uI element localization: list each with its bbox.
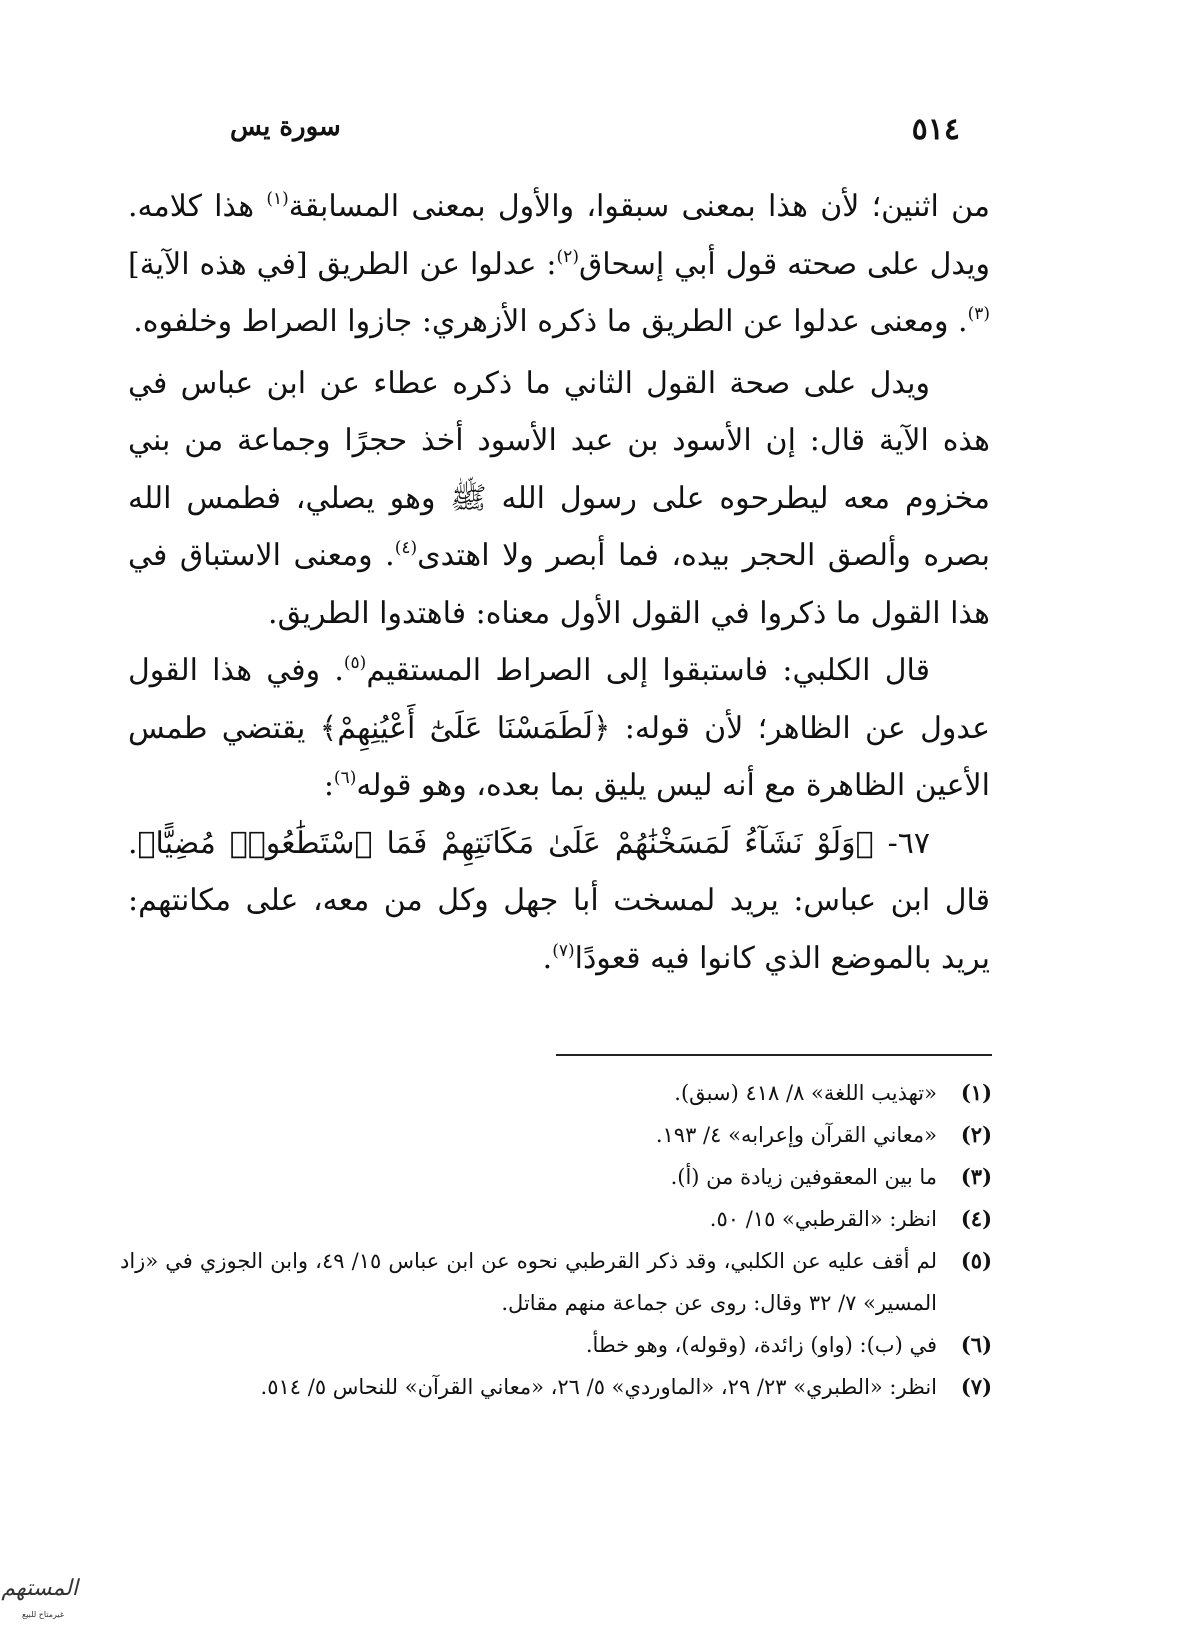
- verse-number: ٦٧-: [873, 825, 930, 861]
- footnotes: [120, 1072, 992, 1408]
- surah-title: سورة يس: [230, 112, 341, 142]
- page-number: ٥١٤: [911, 112, 960, 147]
- footnote-ref-4: (٤): [394, 538, 418, 558]
- footnote: (١) «تهذيب اللغة» ٨/ ٤١٨ (سبق).: [674, 1080, 992, 1105]
- footnote: (٣) ما بين المعقوفين زيادة من (أ).: [670, 1164, 992, 1189]
- paragraph-2: ويدل على صحة القول الثاني ما ذكره عطاء عن ابن عباس في هذه الآية قال: إن الأسود بن عبد الأسود أخذ حجرًا وجماعة من بني مخزوم معه ليطرحوه على رسول الله ﷺ وهو يصلي، فطمس الله بصره وألصق الحجر بيده، فما أبصر ولا اهتدى$^{(٤)}$. ومعنى الاستباق في هذا القول ما ذكروا في القول الأول معناه: فاهتدوا الطريق.: [128, 365, 991, 631]
- paragraph-4: ٦٧- ﴿وَلَوْ نَشَآءُ لَمَسَخْنَٰهُمْ عَلَىٰ مَكَانَتِهِمْ فَمَا ٱسْتَطَٰعُوا۟ مُضِيًّا﴾. قال ابن عباس: يريد لمسخت أبا جهل وكل من معه، على مكانتهم: يريد بالموضع الذي كانوا فيه قعودًا$^{(٧)}$.: [128, 825, 990, 976]
- main-text: [128, 178, 990, 987]
- footnote: (٥) لم أقف عليه عن الكلبي، وقد ذكر القرطبي نحوه عن ابن عباس ١٥/ ٤٩، وابن الجوزي في «زاد المسير» ٧/ ٣٢ وقال: روى عن جماعة منهم مقاتل.: [120, 1248, 992, 1315]
- footnote-ref-5: (٥): [343, 653, 367, 673]
- footnote-ref-7: (٧): [552, 940, 575, 961]
- footnote: (٢) «معاني القرآن وإعرابه» ٤/ ١٩٣.: [655, 1122, 992, 1147]
- footnote-ref-6: (٦): [333, 768, 357, 788]
- paragraph-1: من اثنين؛ لأن هذا بمعنى سبقوا، والأول بمعنى المسابقة$^{(١)}$ هذا كلامه. ويدل على صحته قول أبي إسحاق$^{(٢)}$: عدلوا عن الطريق [في هذه الآية]$^{(٣)}$. ومعنى عدلوا عن الطريق ما ذكره الأزهري: جازوا الصراط وخلفوه.: [128, 189, 991, 339]
- footnote-ref-1: (١): [266, 189, 289, 209]
- footnote-ref-2: (٢): [556, 246, 579, 267]
- quran-verse: ﴿وَلَوْ نَشَآءُ لَمَسَخْنَٰهُمْ عَلَىٰ مَكَانَتِهِمْ فَمَا ٱسْتَطَٰعُوا۟ مُضِيًّا﴾: [137, 825, 874, 861]
- logo-subtext: غيرمتاح للبيع: [21, 1610, 65, 1619]
- page-header: [230, 112, 960, 156]
- paragraph-3: قال الكلبي: فاستبقوا إلى الصراط المستقيم$^{(٥)}$. وفي هذا القول عدول عن الظاهر؛ لأن قوله: ﴿لَطَمَسْنَا عَلَىٰٓ أَعْيُنِهِمْ﴾ يقتضي طمس الأعين الظاهرة مع أنه ليس يليق بما بعده، وهو قوله$^{(٦)}$:: [128, 653, 991, 803]
- footnote: (٦) في (ب): (واو) زائدة، (وقوله)، وهو خطأ.: [585, 1332, 992, 1357]
- footnote-ref-3: (٣): [967, 304, 990, 324]
- logo-text: المستهم: [1, 1576, 78, 1601]
- quran-quote: ﴿لَطَمَسْنَا عَلَىٰٓ أَعْيُنِهِمْ﴾: [319, 710, 611, 746]
- footnote-divider: [556, 1054, 992, 1056]
- footnote: (٤) انظر: «القرطبي» ١٥/ ٥٠.: [709, 1206, 992, 1231]
- footnote: (٧) انظر: «الطبري» ٢٣/ ٢٩، «الماوردي» ٥/ ٢٦، «معاني القرآن» للنحاس ٥/ ٥١٤.: [260, 1374, 992, 1399]
- watermark-logo: [1, 1570, 78, 1640]
